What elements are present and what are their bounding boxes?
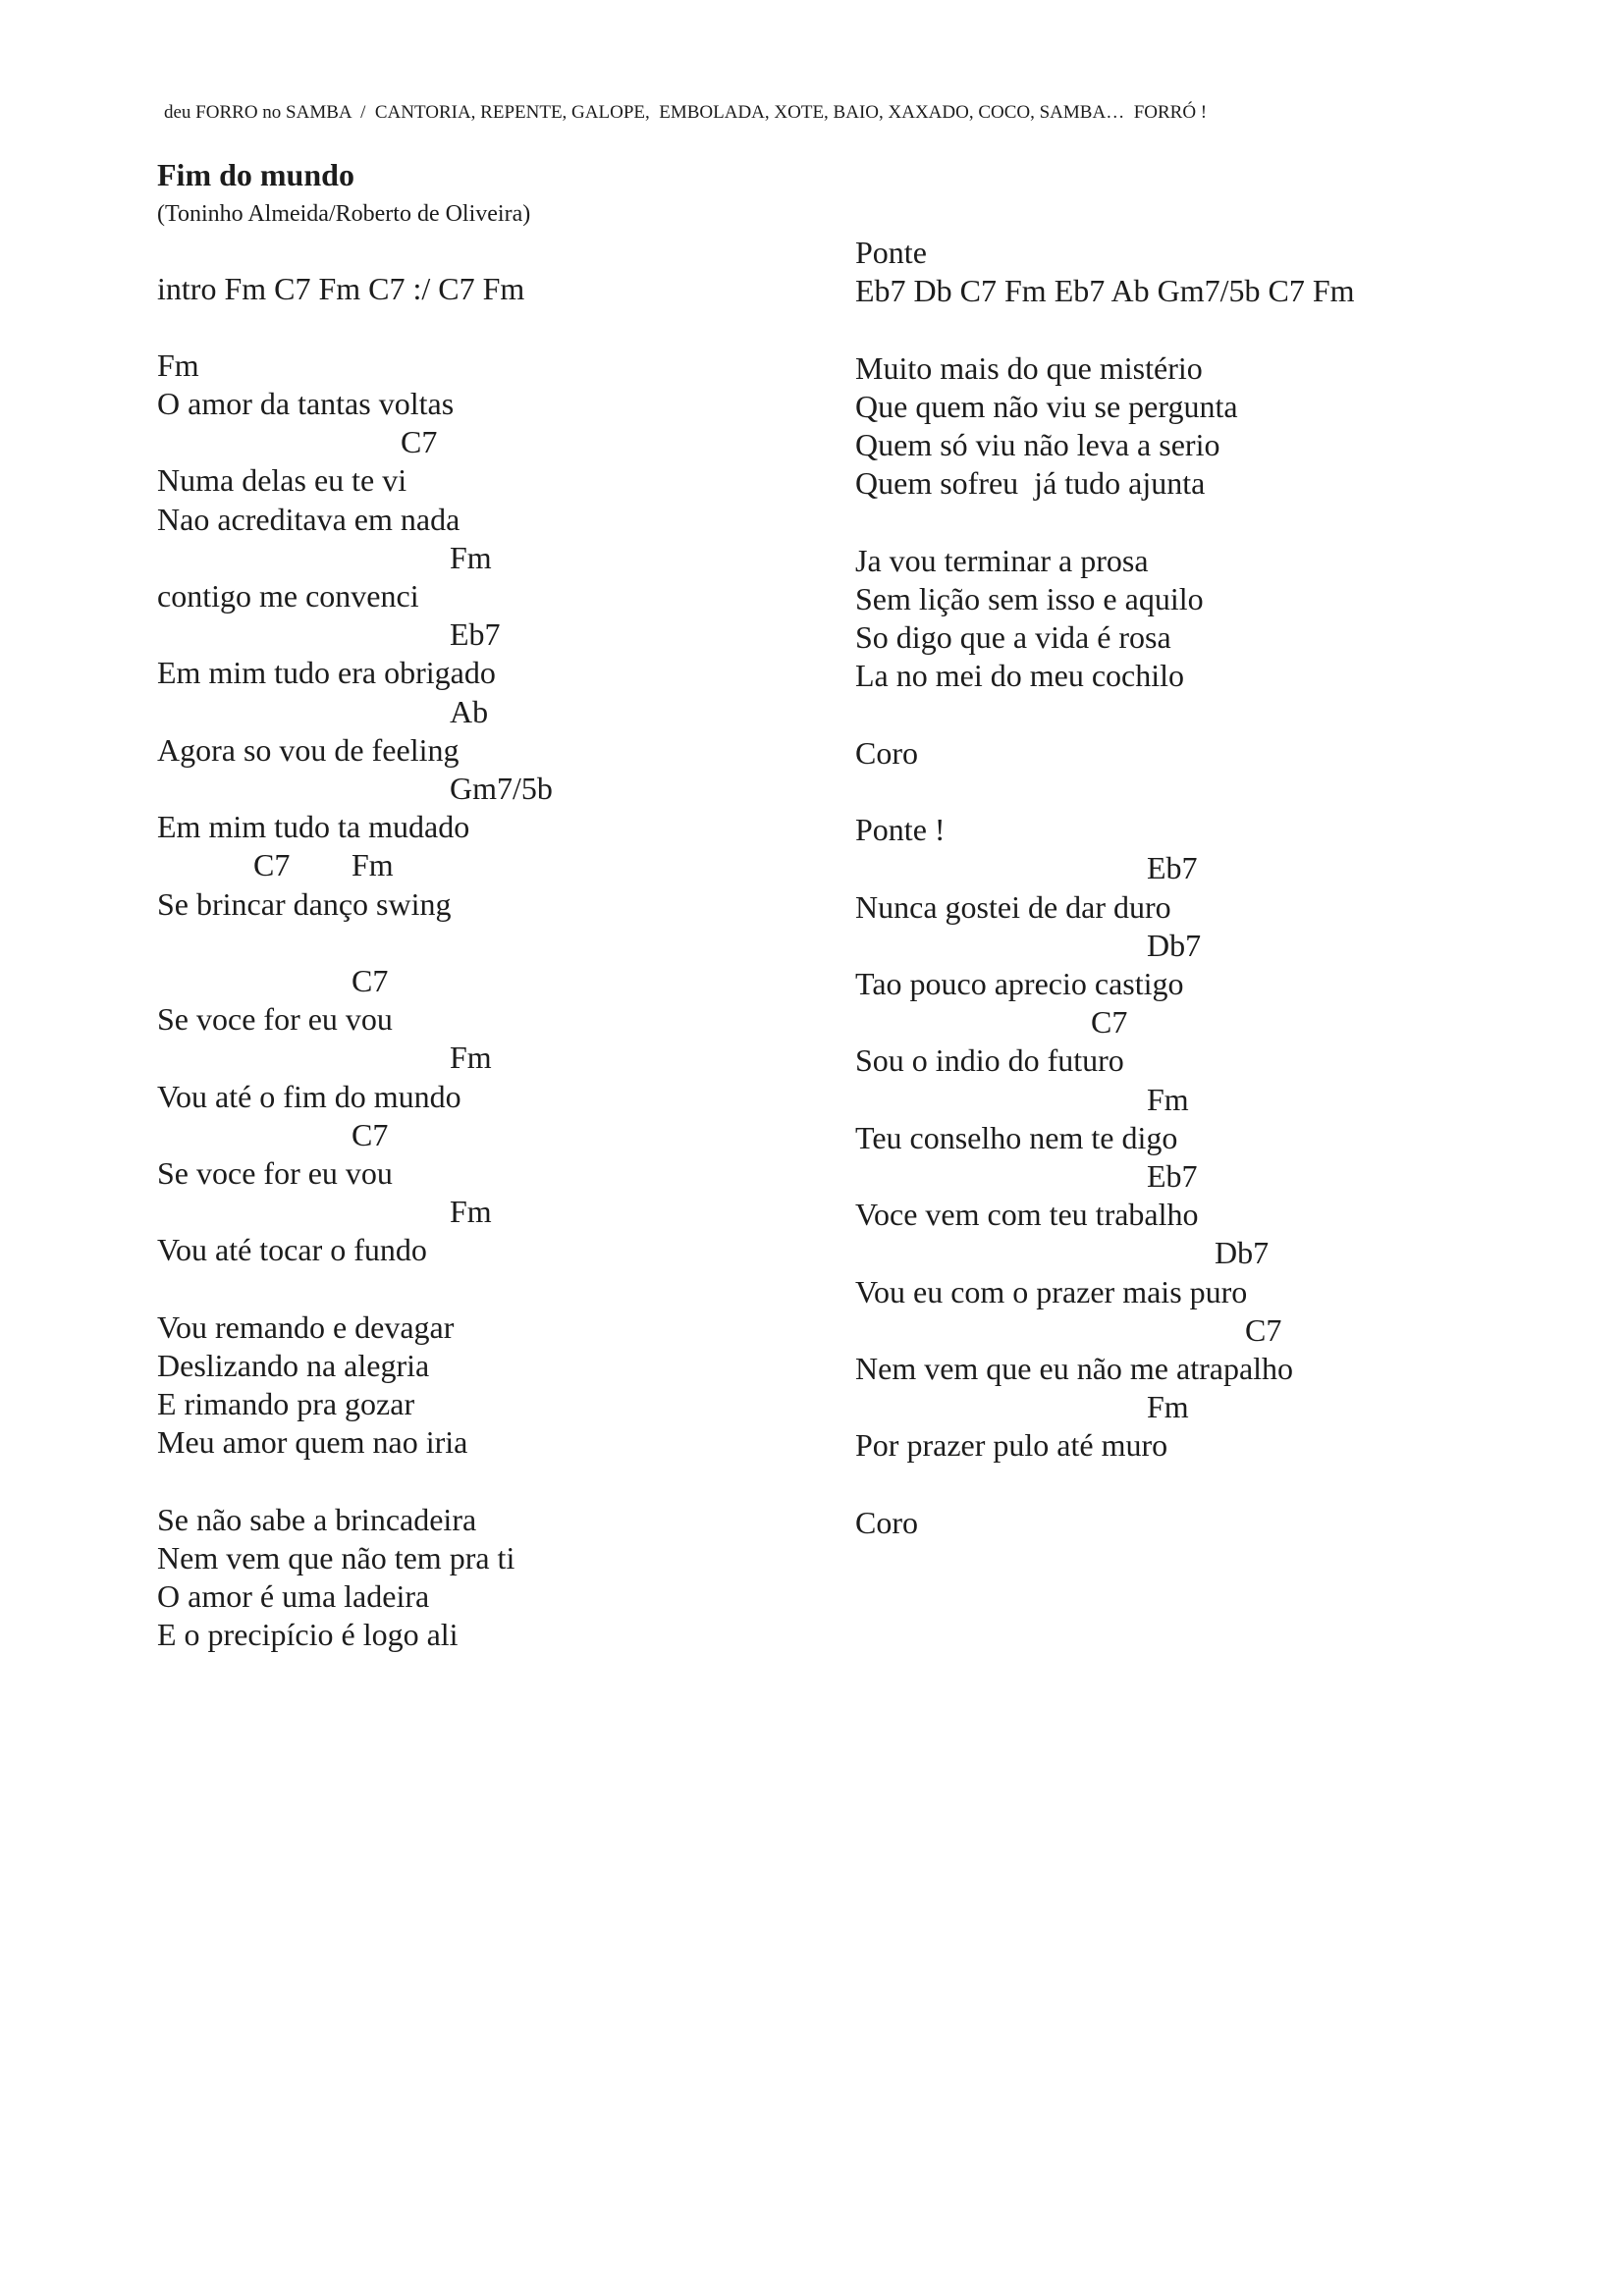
chord-line: Eb7 bbox=[450, 616, 501, 652]
chord-line: Fm bbox=[157, 347, 199, 383]
chord-line: Fm bbox=[1147, 1082, 1189, 1117]
lyric-line: So digo que a vida é rosa bbox=[855, 619, 1171, 655]
lyric-line: Nao acreditava em nada bbox=[157, 502, 460, 537]
lyric-line: Muito mais do que mistério bbox=[855, 350, 1203, 386]
section-label: Ponte ! bbox=[855, 812, 946, 847]
chord-line: C7 bbox=[1245, 1312, 1282, 1348]
lyric-line: Em mim tudo era obrigado bbox=[157, 655, 496, 690]
lyric-line: Meu amor quem nao iria bbox=[157, 1424, 468, 1460]
lyric-line: Tao pouco aprecio castigo bbox=[855, 966, 1184, 1001]
lyric-line: Que quem não viu se pergunta bbox=[855, 389, 1238, 424]
lyric-line: Se voce for eu vou bbox=[157, 1001, 393, 1037]
song-authors: (Toninho Almeida/Roberto de Oliveira) bbox=[157, 201, 531, 227]
lyric-line: Vou até o fim do mundo bbox=[157, 1079, 461, 1114]
page-header: deu FORRO no SAMBA / CANTORIA, REPENTE, GALOPE, EMBOLADA, XOTE, BAIO, XAXADO, COCO, SAMBA… FORRÓ ! bbox=[164, 102, 1208, 123]
lyric-line: Nem vem que eu não me atrapalho bbox=[855, 1351, 1294, 1386]
lyric-line: Nunca gostei de dar duro bbox=[855, 889, 1171, 925]
lyric-line: contigo me convenci bbox=[157, 578, 419, 614]
song-title: Fim do mundo bbox=[157, 157, 354, 192]
chord-line: Fm bbox=[450, 1194, 492, 1229]
lyric-line: E o precipício é logo ali bbox=[157, 1617, 459, 1652]
lyric-line: Numa delas eu te vi bbox=[157, 462, 407, 498]
chord-line: Db7 bbox=[1215, 1235, 1270, 1270]
lyric-line: Vou eu com o prazer mais puro bbox=[855, 1274, 1248, 1309]
lyric-line: Quem só viu não leva a serio bbox=[855, 427, 1220, 462]
section-label: Coro bbox=[855, 1505, 918, 1540]
chord-line: Fm bbox=[450, 540, 492, 575]
lyric-line: Se não sabe a brincadeira bbox=[157, 1502, 477, 1537]
lyric-line: Sou o indio do futuro bbox=[855, 1042, 1124, 1078]
lyric-line: Agora so vou de feeling bbox=[157, 732, 460, 768]
intro-line: intro Fm C7 Fm C7 :/ C7 Fm bbox=[157, 271, 525, 306]
lyric-line: Teu conselho nem te digo bbox=[855, 1120, 1178, 1155]
chord-line: Gm7/5b bbox=[450, 771, 553, 806]
chord-line: C7 bbox=[253, 847, 291, 882]
chord-line: Db7 bbox=[1147, 928, 1202, 963]
chord-line: Fm bbox=[1147, 1389, 1189, 1424]
chord-line: Eb7 bbox=[1147, 850, 1198, 885]
lyric-line: Sem lição sem isso e aquilo bbox=[855, 581, 1204, 616]
chord-line: C7 bbox=[401, 424, 438, 459]
lyric-line: Ja vou terminar a prosa bbox=[855, 543, 1149, 578]
chord-line: Fm bbox=[450, 1040, 492, 1075]
lyric-line: Se voce for eu vou bbox=[157, 1155, 393, 1191]
lyric-line: Voce vem com teu trabalho bbox=[855, 1197, 1199, 1232]
lyric-line: O amor da tantas voltas bbox=[157, 386, 455, 421]
chord-line: Ab bbox=[450, 694, 489, 729]
lyric-line: Vou até tocar o fundo bbox=[157, 1232, 427, 1267]
lyric-line: O amor é uma ladeira bbox=[157, 1578, 430, 1614]
lyric-line: Nem vem que não tem pra ti bbox=[157, 1540, 515, 1575]
chord-line: Eb7 Db C7 Fm Eb7 Ab Gm7/5b C7 Fm bbox=[855, 273, 1355, 308]
chord-line: Eb7 bbox=[1147, 1158, 1198, 1194]
lyric-line: E rimando pra gozar bbox=[157, 1386, 415, 1421]
chord-line: C7 bbox=[352, 1117, 389, 1152]
lyric-line: Quem sofreu já tudo ajunta bbox=[855, 465, 1206, 501]
chord-line: C7 bbox=[352, 963, 389, 998]
section-label: Coro bbox=[855, 735, 918, 771]
lyric-line: Vou remando e devagar bbox=[157, 1309, 455, 1345]
section-label: Ponte bbox=[855, 235, 927, 270]
chord-line: C7 bbox=[1091, 1004, 1128, 1040]
lyric-line: Deslizando na alegria bbox=[157, 1348, 430, 1383]
chord-line: Fm bbox=[352, 847, 394, 882]
lyric-line: Se brincar danço swing bbox=[157, 886, 452, 922]
lyric-line: Em mim tudo ta mudado bbox=[157, 809, 470, 844]
lyric-line: Por prazer pulo até muro bbox=[855, 1427, 1168, 1463]
lyric-line: La no mei do meu cochilo bbox=[855, 658, 1185, 693]
